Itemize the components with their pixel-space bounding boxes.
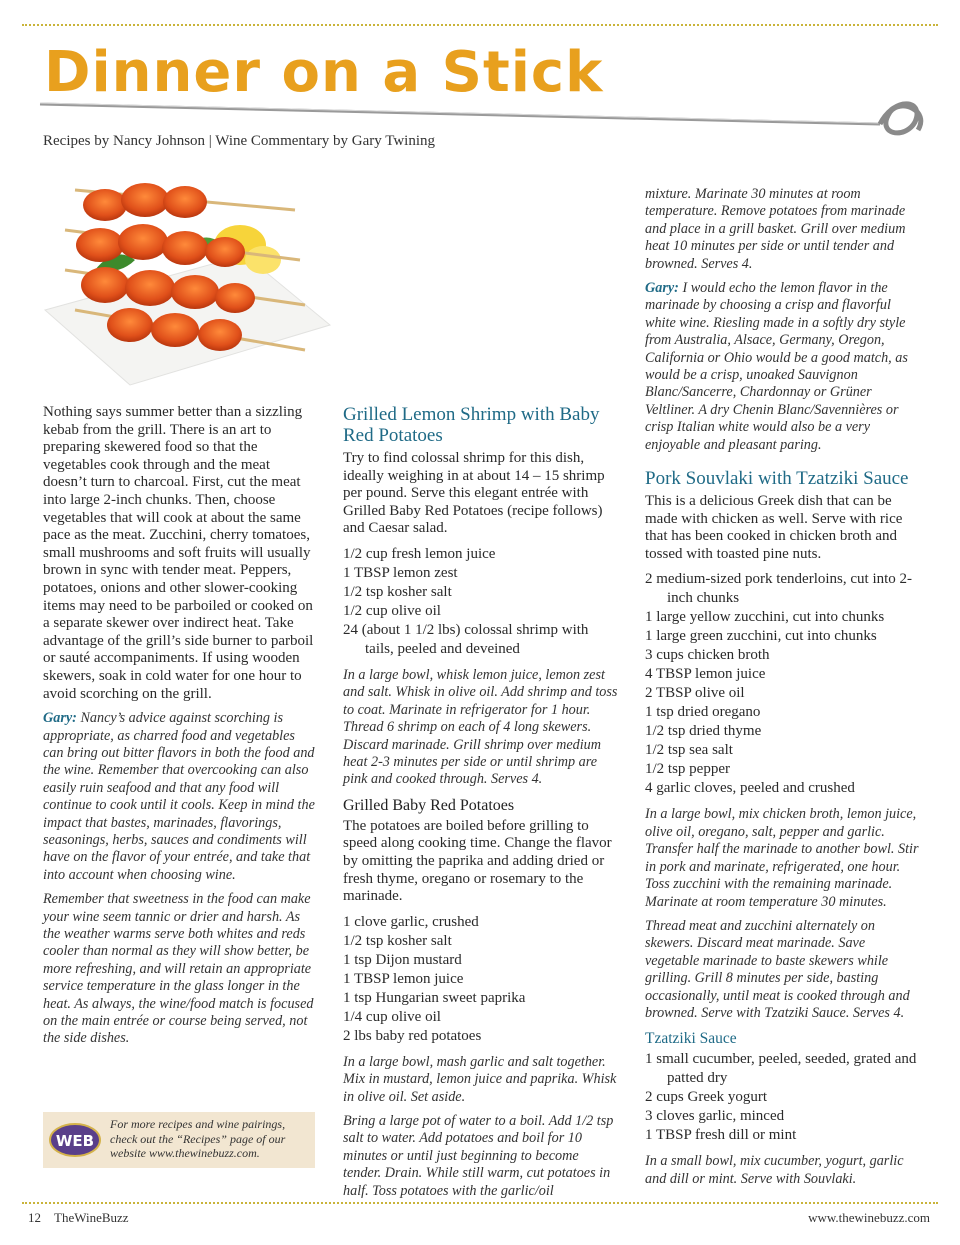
potatoes-method-continued: mixture. Marinate 30 minutes at room temperature. Remove potatoes from marinade and place in a grill basket. Grill over medium heat 10 minutes per side or until tender and browned. Serves 4.	[645, 186, 906, 272]
ingredient: 1/2 cup fresh lemon juice	[343, 545, 496, 562]
shrimp-method: In a large bowl, whisk lemon juice, lemon zest and salt. Whisk in olive oil. Add shrimp and toss to coat. Marinate in refrigerator for 1 hour. Thread 6 shrimp on each of 4 long skewers. Discard marinade. Grill shrimp over medium heat 2-3 minutes per side or until shrimp are pink and cooked through. Serves 4.	[343, 666, 618, 788]
ingredient: 1 clove garlic, crushed	[343, 913, 479, 930]
byline: Recipes by Nancy Johnson | Wine Commentary by Gary Twining	[43, 133, 435, 149]
ingredient: 1/4 cup olive oil	[343, 1008, 441, 1025]
gary-comment	[43, 710, 315, 884]
web-promo-box	[43, 1112, 315, 1168]
recipe-title-souvlaki: Pork Souvlaki with Tzatziki Sauce	[645, 468, 909, 490]
web-promo-text: For more recipes and wine pairings, check out the “Recipes” page of our website www.thewinebuzz.com.	[110, 1117, 286, 1160]
ingredient: 1 large yellow zucchini, cut into chunks	[645, 609, 885, 626]
ingredient: 1 TBSP lemon zest	[343, 564, 458, 581]
gary-comment-2: Remember that sweetness in the food can make your wine seem tannic or drier and harsh. As the weather warms serve both whites and reds cooler than normal as they will show better, be more refreshing, and will retain an appropriate service temperature in the glass longer in the heat. As always, the wine/food match is focused on the main entrée or course being served, not the side dishes.	[43, 891, 314, 1047]
ingredient: 2 medium-sized pork tenderloins, cut into 2-inch chunks	[645, 571, 913, 607]
ingredient: 2 lbs baby red potatoes	[343, 1027, 482, 1044]
ingredient: 1 TBSP fresh dill or mint	[645, 1127, 797, 1144]
ingredient: 3 cloves garlic, minced	[645, 1108, 785, 1125]
souvlaki-method-2: Thread meat and zucchini alternately on skewers. Discard meat marinade. Save vegetable marinade to baste skewers while grilling. Grill 8 minutes per side, basting occasionally, until meat is cooked through and browned. Serve with Tzatziki Sauce. Serves 4.	[645, 917, 910, 1021]
column-3	[645, 186, 920, 1195]
ingredient: 4 TBSP lemon juice	[645, 666, 766, 683]
ingredient: 1 tsp Dijon mustard	[343, 951, 462, 968]
souvlaki-intro: This is a delicious Greek dish that can be made with chicken as well. Serve with rice that has been cooked in chicken broth and tossed with toasted pine nuts.	[645, 493, 903, 562]
web-badge-icon	[49, 1123, 101, 1157]
ingredient: 4 garlic cloves, peeled and crushed	[645, 780, 855, 797]
gary-comment-text: I would echo the lemon flavor in the marinade by choosing a crisp and flavorful white wine. Riesling made in a softly dry style from Australia, Alsace, Germany, Oregon, California or Ohio would be a good match, as would be a crisp, unoaked Sauvignon Blanc/Sancerre, Chardonnay or Grüner Veltliner. A dry Chenin Blanc/Savennières or crisp Italian white would also be a very enjoyable and pleasant paring.	[645, 280, 908, 453]
page-title: Dinner on a Stick	[44, 40, 604, 105]
souvlaki-ingredients	[645, 570, 920, 798]
ingredient: 1 TBSP lemon juice	[343, 970, 464, 987]
ingredient: 1 small cucumber, peeled, seeded, grated and patted dry	[645, 1051, 917, 1087]
column-2	[343, 404, 618, 1207]
ingredient: 1/2 cup olive oil	[343, 602, 441, 619]
ingredient: 1 tsp dried oregano	[645, 704, 761, 721]
potatoes-method-1: In a large bowl, mash garlic and salt together. Mix in mustard, lemon juice and paprika. Whisk in olive oil. Set aside.	[343, 1053, 617, 1105]
bottom-dotted-rule	[22, 1202, 938, 1204]
tzatziki-method: In a small bowl, mix cucumber, yogurt, garlic and dill or mint. Serve with Souvlaki.	[645, 1153, 904, 1187]
ingredient: 24 (about 1 1/2 lbs) colossal shrimp with tails, peeled and deveined	[343, 621, 589, 657]
ingredient: 1/2 tsp kosher salt	[343, 932, 452, 949]
ingredient: 3 cups chicken broth	[645, 647, 770, 664]
gary-comment-shrimp	[645, 280, 920, 454]
column-1	[43, 404, 315, 1055]
page-number: 12	[28, 1210, 41, 1225]
ingredient: 1/2 tsp pepper	[645, 761, 730, 778]
shrimp-intro: Try to find colossal shrimp for this dish, ideally weighing in at about 14 – 15 shrimp per pound. Serve this elegant entrée with Grilled Baby Red Potatoes (recipe follows) and Caesar salad.	[343, 450, 605, 537]
souvlaki-method-1: In a large bowl, mix chicken broth, lemon juice, olive oil, oregano, salt, pepper and garlic. Transfer half the marinade to another bowl. Stir in pork and marinate, refrigerated, one hour. Toss zucchini with the remaining marinade. Marinate at room temperature 30 minutes.	[645, 806, 919, 910]
recipe-subtitle-potatoes: Grilled Baby Red Potatoes	[343, 796, 515, 814]
potatoes-intro: The potatoes are boiled before grilling to speed along cooking time. Change the flavor by omitting the paprika and adding dried or fresh thyme, oregano or rosemary to the marinade.	[343, 817, 612, 905]
footer-url: www.thewinebuzz.com	[808, 1210, 930, 1225]
tzatziki-ingredients	[645, 1050, 920, 1145]
footer-left	[28, 1210, 129, 1226]
gary-label: Gary:	[645, 280, 679, 297]
ingredient: 2 TBSP olive oil	[645, 685, 745, 702]
potatoes-ingredients	[343, 913, 618, 1046]
ingredient: 1 tsp Hungarian sweet paprika	[343, 989, 526, 1006]
ingredient: 1 large green zucchini, cut into chunks	[645, 628, 877, 645]
web-badge-label: WEB	[55, 1132, 95, 1150]
ingredient: 1/2 tsp sea salt	[645, 742, 733, 759]
ingredient: 1/2 tsp dried thyme	[645, 723, 762, 740]
gary-comment-text: Nancy’s advice against scorching is appropriate, as charred food and vegetables can bring out bitter flavors in both the food and the wine. Remember that overcooking can also easily ruin seafood and that any food will continue to cook until it cools. Keep in mind the impact that bastes, marinades, flavorings, seasonings, herbs, sauces and condiments will have on the flavor of your entrée, and take that into account when choosing wine.	[43, 710, 315, 883]
gary-label: Gary:	[43, 710, 77, 727]
ingredient: 2 cups Greek yogurt	[645, 1089, 768, 1106]
recipe-title-shrimp: Grilled Lemon Shrimp with Baby Red Potatoes	[343, 404, 600, 446]
shrimp-skewer-photo	[35, 160, 335, 400]
recipe-subtitle-tzatziki: Tzatziki Sauce	[645, 1030, 737, 1048]
potatoes-method-2: Bring a large pot of water to a boil. Add 1/2 tsp salt to water. Add potatoes and boil for 10 minutes or until just beginning to become tender. Drain. While still warm, cut potatoes in half. Toss potatoes with the garlic/oil	[343, 1113, 614, 1199]
magazine-name: TheWineBuzz	[54, 1210, 129, 1225]
shrimp-ingredients	[343, 545, 618, 659]
intro-paragraph: Nothing says summer better than a sizzling kebab from the grill. There is an art to preparing skewered food so that the vegetables cook through and the meat doesn’t turn to charcoal. First, cut the meat into large 2-inch chunks. Then, choose vegetables that will cook at about the same pace as the meat. Zucchini, cherry tomatoes, small mushrooms and soft fruits will usually brown in sync with tender meat. Peppers, potatoes, onions and other slower-cooking items may need to be parboiled or cooked on a separate skewer over indirect heat. Take advantage of the grill’s side burner to parboil or sauté accompaniments. If using wooden skewers, soak in cold water for one hour to avoid scorching on the grill.	[43, 404, 314, 702]
ingredient: 1/2 tsp kosher salt	[343, 583, 452, 600]
